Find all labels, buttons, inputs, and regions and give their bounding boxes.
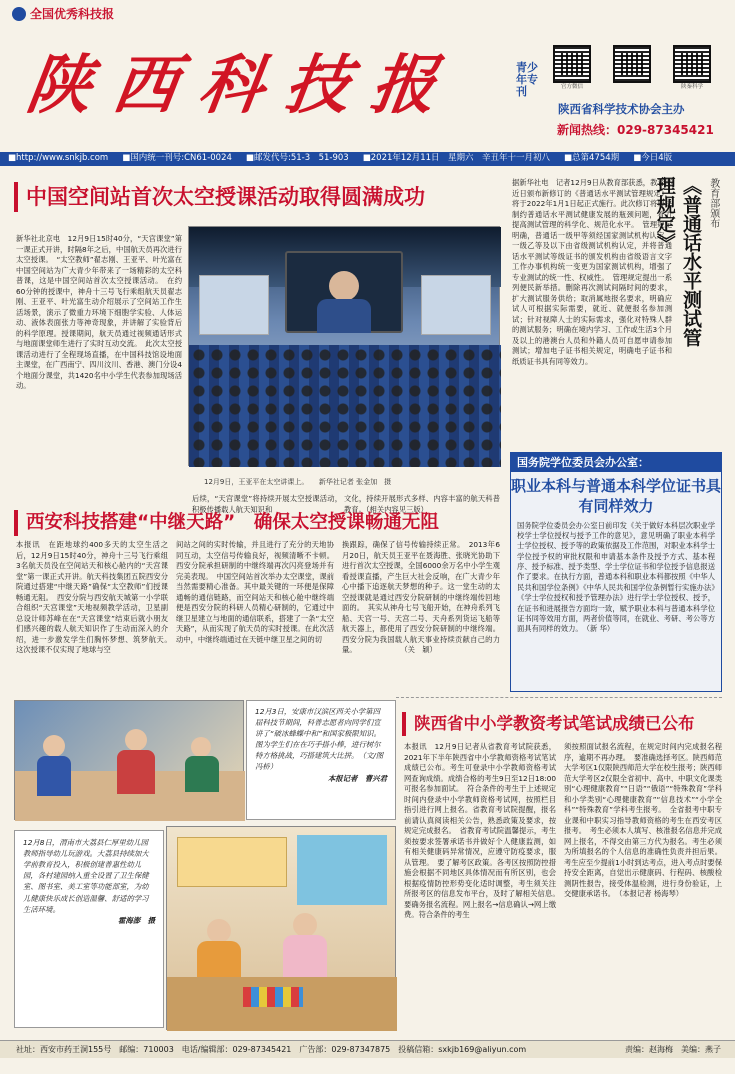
audience (189, 345, 501, 467)
photo-story1-caption: 12月3日，安康市汉滨区西关小学第四届科技节期间，科普志愿者向同学们宣讲了“破冰蜂蝶中和”和国家极限知识。图为学生们在在巧手搭小棒，进行树尔特方格挑战，巧搭建筑大比拼。 （文/图 冯桥） (255, 707, 391, 771)
second-headline[interactable]: 西安科技搭建“中继天路” 确保太空授课畅通无阻 (14, 510, 499, 536)
lead-photo-caption: 12月9日，王亚平在太空讲课上。 新华社记者 张金加 摄 (204, 478, 392, 486)
news-hotline: 新闻热线：029-87345421 (557, 123, 714, 137)
box-body: 国务院学位委员会办公室日前印发《关于做好本科层次职业学校学士学位授权与授予工作的意见》，意见明确了职业本科学士学位授权、授予等的政策依据及工作范围，对职业本科学士学位授予权的审批权限和申请基本条件及授予方式、基本程序、授予标准、授予类型、学士学位证书和学位授予信息报送作了要求。在执行方面，普通本科和职业本科都按照《中华人民共和国学位条例》《中华人民共和国学位条例暂行实施办法》《学士学位授权和授予管理办法》进行学士学位授权、授予，在证书和进展报告方面均一致，赋予职业本科与普通本科学位证书同等效用方面，两者价值等同，在就业、考研、考公等方面具有同样的效力。 （新 华） (517, 520, 715, 634)
photo-story1-image (14, 700, 244, 820)
photo-story2-image (166, 826, 396, 1030)
box-header: 国务院学位委员会办公室： (511, 453, 721, 472)
side-vertical-title[interactable]: 《普通话水平测试管理规定》 (653, 176, 702, 347)
side-article-body: 据新华社电 记者12月9日从教育部获悉，教育部近日颁布新修订的《普通话水平测试管理规定》，将于2022年1月1日起正式施行。此次修订将解决制约普通话水平测试健康发展的瓶颈问题，着力提高测试管理的科学化、规范化水平。 管理规定明确，普通话一级甲等须经国家测试机构认定，一级乙等及以下由省级测试机构认定，并将普通话水平测试等级证书的颁发机构由省级语言文字工作办事机构统一变更为国家测试机构，增强了专业测试的统一性、权威性。 管理规定提出一系列便民新举措。删除再次测试间隔时间的要求，扩大测试服务供给；取消属地报名要求，明确应试人可根据实际需要，就近、就便报名参加测试；针对视障人士的实际需求，强化对特殊人群的测试服务；明确在境内学习、工作或生活3个月及以上的港澳台人员和外籍人员可自愿申请参加测试；增加电子证书相关规定，明确电子证书和纸质证书具有同等效力。 (512, 178, 672, 366)
page-count: ■今日4版 (633, 153, 673, 164)
website-link[interactable]: ■http://www.snkjb.com (8, 153, 109, 164)
degree-box (510, 452, 722, 692)
lead-col-bottom-left: 后续，“天宫课堂”将持续开展太空授课活动，积极传播载人航天知识和 (192, 494, 342, 514)
issue-number: ■总第4754期 (564, 153, 620, 164)
footer-address: 社址：西安市药王洞155号 邮编：710003 电话/编辑部：029-87345421 广告部：029-87347875 投稿信箱：sxkjb169@aliyun.com (16, 1044, 527, 1054)
qr-label: 陕秦科学 (680, 84, 703, 90)
footer (0, 1040, 735, 1058)
award-badge (12, 6, 114, 23)
second-col-3: 换跟踪，确保了信号传输持续正常。 2013年6月20日，航天员王亚平在聂海胜、张晓光协助下进行首次太空授课，全国6000余万名中小学生观看授课直播，产生巨大社会反响，在广大青少年心中播下追逐航天梦想的种子。这一堂生动的太空授课就是通过西安分院研制的中继终端传回地面的。 其实从神舟七号飞船开始，在神舟系列飞船、天宫一号、天宫二号、天舟系列货运飞船等航天器上，都使用了西安分院研制的中继终端。西安分院为我国载人航天事业持续贡献自己的力量。 （关 颖） (342, 540, 500, 654)
sponsor: 陕西省科学技术协会主办 (558, 102, 685, 116)
qr-code-icon (673, 45, 711, 83)
info-bar (0, 152, 735, 166)
award-logo-icon (12, 7, 26, 21)
qr-item-3[interactable] (673, 45, 711, 92)
qr-item-2[interactable] (613, 45, 651, 92)
second-col-2: 间站之间的实时传输，并且进行了充分的天地协同互动，太空信号传输良好，视频清晰不卡顿。西安分院承担研制的中继终端再次闪亮登场并有完美表现。 中国空间站首次举办太空课堂，课前当然需要精心准备。其中最关键的一环便是保障通畅的通信链路，而空间站天和核心舱中继终端便是西安分院的科研人员精心研制的，它通过中继卫星建立与地面的通信联系，搭建了一条“太空天路”，从而实现了航天员的实时授课。在此次活动中，中继终端通过在天链中继卫星之间的切 (176, 540, 334, 644)
award-text: 全国优秀科技报 (30, 7, 115, 21)
big-screen (285, 251, 403, 333)
lead-headline[interactable]: 中国空间站首次太空授课活动取得圆满成功 (14, 182, 499, 212)
qr-code-icon (553, 45, 591, 83)
qr-item-wechat[interactable] (553, 45, 591, 92)
qr-label: 官方微信 (560, 84, 583, 90)
box-headline[interactable]: 职业本科与普通本科学位证书具有同样效力 (511, 477, 722, 516)
footer-editors: 责编：赵海梅 美编：燕子 (625, 1044, 721, 1054)
side-label: 教育部颁布 (707, 178, 719, 228)
qr-codes (553, 45, 711, 92)
qr-code-icon (613, 45, 651, 83)
exam-col-1: 本报讯 12月9日记者从省教育考试院获悉，2021年下半年陕西省中小学教师资格考试笔试成绩已公布。考生可登录中小学教师资格考试网查询成绩。成绩合格的考生9日至12日18:00可报名参加面试。 符合条件的考生于上述规定时间内登录中小学教师资格考试网，按照栏目指引进行网上报名。省教育考试院提醒，报名前请认真阅读相关公告，熟悉政策及要求，按规定完成报名。 省教育考试院温馨提示，考生须按要求签署承诺书并做好个人健康监测，如有相关健康码异常情况，应遵守防疫要求，服从管理。 要了解考区政策。各考区按照防控措施会根据不同地区具体情况而有所区别，也会根据疫情防控形势变化适时调整，考生须关注所报考区的信息发布平台，及时了解相关信息。 要确务报名流程。网上报名→信息确认→网上缴费。符合条件的考生 (404, 742, 564, 919)
postal-code: ■邮发代号:51-3 51-903 (245, 153, 349, 164)
photo-story1-credit: 本报记者 曹兴君 (327, 773, 387, 783)
photo-story2-caption: 12月8日，渭南市大荔县仁厚里幼儿园教师指导幼儿玩游戏。大荔县持续加大学前教育投入，积极创建普惠性幼儿园，各村建园纳入重全设置了卫生保健室、图书室、美工室等功能部室，为幼儿健康快乐成长创造温馨、舒适的学习生活环境。 (23, 838, 149, 914)
photo-story2-caption-box (14, 830, 164, 1028)
lead-column: 新华社北京电 12月9日15时40分，“天宫课堂”第一课正式开讲，时隔8年之后，中国航天员再次进行太空授课。 “太空教师”翟志刚、王亚平、叶光富在中国空间站为广大青少年带来了一场精彩的太空科普课，这是中国空间站首次太空授课活动。 在约60分钟的授课中，神舟十三号飞行乘组航天员翟志刚、王亚平、叶光富生动介绍展示了空间站工作生活场景，演示了微重力环境下细胞学实验、人体运动、液体表面张力等神奇现象，并讲解了实验背后的科学原理。授课期间，航天员通过视频通话形式与地面课堂师生进行了实时互动交流。 此次太空授课活动进行了全程现场直播，在中国科技馆设地面主课堂，在广西南宁、四川汶川、香港、澳门分设4个地面分课堂，共1420名中小学生代表参加现场活动。 (16, 234, 182, 390)
cn-number: ■国内统一刊号:CN61-0024 (122, 153, 232, 164)
photo-story1-caption-box (246, 700, 396, 820)
lead-col-bottom-right: 文化，持续开展形式多样、内容丰富的航天科普教育。（相关内容见三版） (344, 494, 500, 514)
edition-label: 青少年专刊 (516, 61, 538, 99)
photo-story2-credit: 霍海澎 摄 (118, 915, 155, 925)
lead-photo (188, 226, 500, 466)
exam-headline[interactable]: 陕西省中小学教资考试笔试成绩已公布 (402, 712, 722, 736)
divider (396, 697, 722, 698)
exam-col-2: 须按照面试报名流程，在规定时间内完成报名程序，逾期不再办理。 要准确选择考区。陕西师范大学考区1仅限陕西师范大学在校生报考；陕西师范大学考区2仅限全省初中、高中、中职文化课类别“心理健康教育”“日语”“俄语”“特殊教育”学科和小学类别“心理健康教育”“信息技术”“小学全科”“特殊教育”学科考生报考。 全省报考中职专业课和中职实习指导教师资格的考生在西安考区报考。 考生必须本人填写、核准报名信息并完成网上报名，不得交由第三方代为报名。考生必须为所填报名的个人信息的准确性负责并担后果。考生应至少提前1小时到达考点，进入考点时要保持安全距离，自觉出示健康码、行程码、核酸检测阴性报告，接受体温检测，进行身份验证，上交健康承诺书。 （本报记者 杨海琴） (564, 742, 722, 898)
issue-date: ■2021年12月11日 星期六 辛丑年十一月初八 (362, 153, 551, 164)
second-col-1: 本报讯 在距地球约400多天的太空生活之后，12月9日15时40分，神舟十三号飞行乘组3名航天员没在空间站天和核心舱内的“天宫课堂”第一课正式开讲。航天科技集团五院西安分院通过搭建“中继天路”确保“太空教师”们授课畅通无阻。 西安分院与西安航天城第一小学联合组织“天宫课堂”天地视频教学活动，卫星副总设计师苏峰在在“天宫课堂”结束后就小朋友们感兴趣的载人航天知识作了生动而深入的介绍，进一步激发学生们胸怀梦想、筑梦航天。 这次授课不仅实现了地球与空 (16, 540, 176, 654)
masthead (0, 0, 735, 150)
newspaper-logo: 陕西科技报 (22, 48, 463, 123)
